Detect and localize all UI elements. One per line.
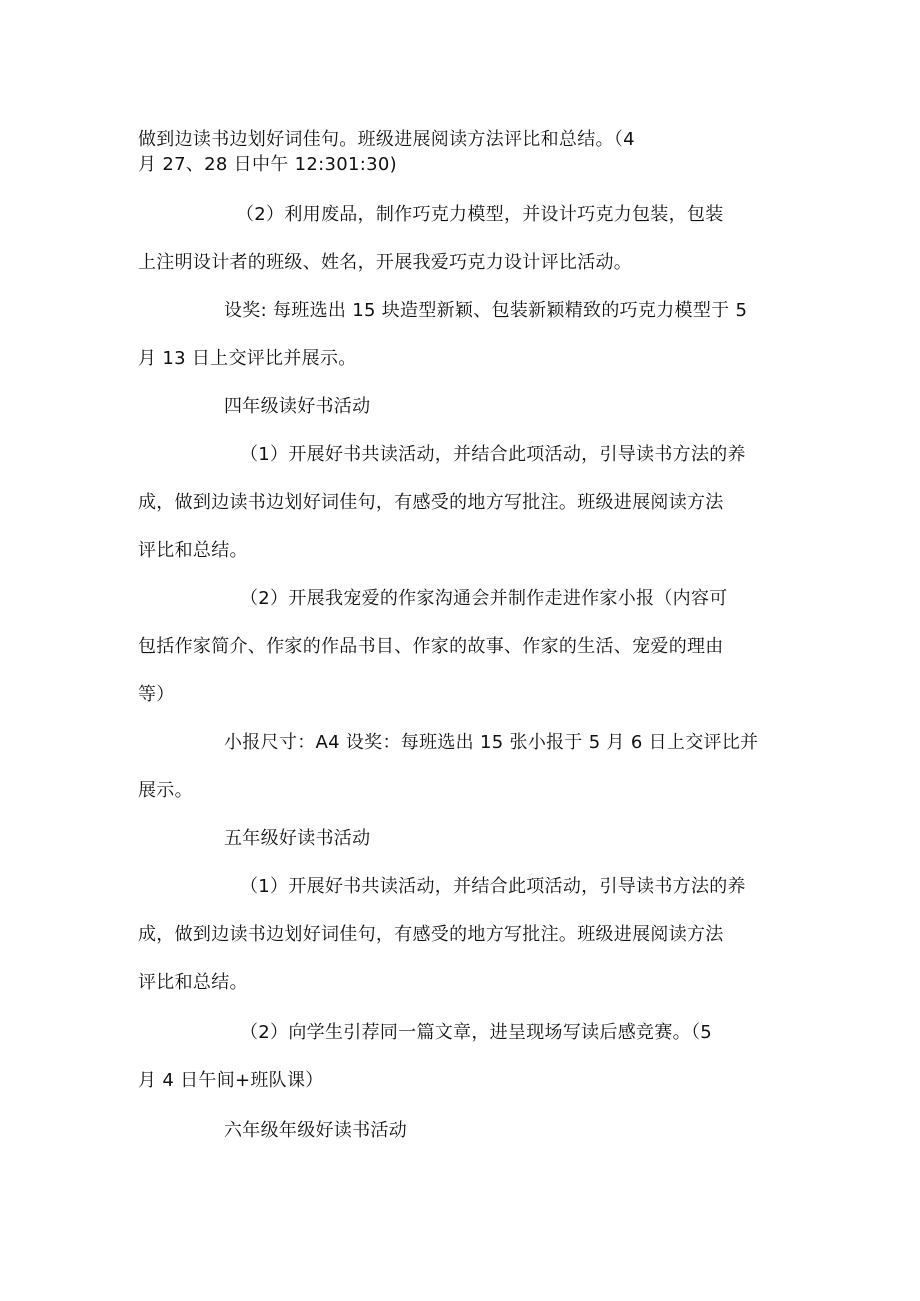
text-line: 成，做到边读书边划好词佳句，有感受的地方写批注。班级进展阅读方法 [138, 924, 724, 945]
section-heading: 六年级年级好读书活动 [224, 1120, 407, 1141]
text-line: 月 13 日上交评比并展示。 [138, 348, 357, 369]
text-line: （1）开展好书共读活动，并结合此项活动，引导读书方法的养 [240, 876, 746, 897]
text-line: 设奖: 每班选出 15 块造型新颖、包装新颖精致的巧克力模型于 5 [224, 300, 748, 321]
text-line: （2）向学生引荐同一篇文章，进呈现场写读后感竞赛。（5 [240, 1022, 713, 1043]
text-line: 月 4 日午间+班队课） [138, 1070, 324, 1091]
text-line: 评比和总结。 [138, 972, 248, 993]
text-line: （2）利用废品，制作巧克力模型，并设计巧克力包装，包装 [236, 204, 724, 225]
text-line: 评比和总结。 [138, 540, 248, 561]
text-line: （1）开展好书共读活动，并结合此项活动，引导读书方法的养 [240, 444, 746, 465]
text-line: （2）开展我宠爱的作家沟通会并制作走进作家小报（内容可 [240, 588, 728, 609]
text-line: 小报尺寸：A4 设奖：每班选出 15 张小报于 5 月 6 日上交评比并 [224, 732, 759, 753]
text-line: 成，做到边读书边划好词佳句，有感受的地方写批注。班级进展阅读方法 [138, 492, 724, 513]
section-heading: 五年级好读书活动 [224, 828, 371, 849]
text-line: 展示。 [138, 780, 193, 801]
text-line: 上注明设计者的班级、姓名，开展我爱巧克力设计评比活动。 [138, 252, 633, 273]
text-line: 月 27、28 日中午 12:301:30) [138, 154, 397, 175]
text-line: 做到边读书边划好词佳句。班级进展阅读方法评比和总结。（4 [138, 129, 635, 150]
text-line: 包括作家简介、作家的作品书目、作家的故事、作家的生活、宠爱的理由 [138, 636, 724, 657]
text-line: 等） [138, 684, 175, 705]
section-heading: 四年级读好书活动 [224, 396, 371, 417]
